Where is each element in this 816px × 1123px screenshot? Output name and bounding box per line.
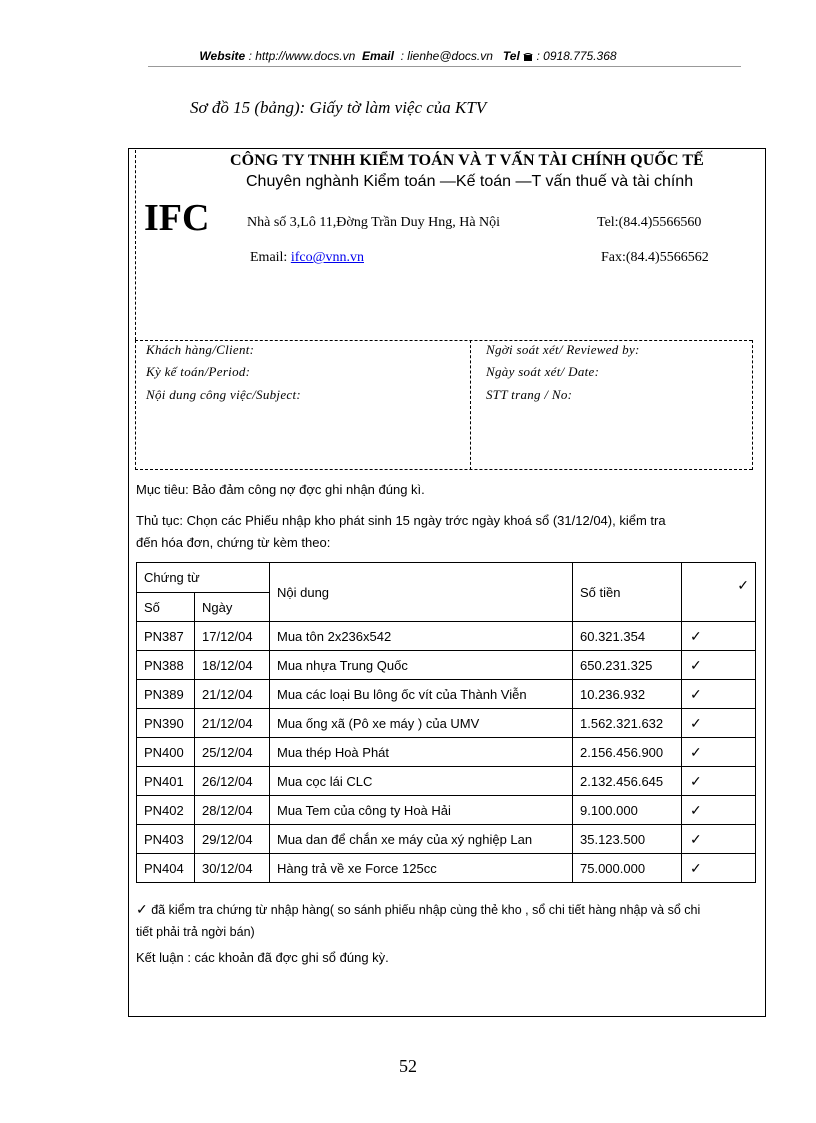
check-cell: ✓ (682, 622, 756, 651)
site-header (0, 49, 816, 63)
check-cell: ✓ (682, 767, 756, 796)
voucher-date-cell: 28/12/04 (195, 796, 270, 825)
voucher-date-cell: 21/12/04 (195, 709, 270, 738)
objective-text: Mục tiêu: Bảo đảm công nợ đợc ghi nhận đúng kì. (136, 482, 425, 497)
amount-cell: 650.231.325 (573, 651, 682, 680)
table-row (137, 854, 756, 883)
email-label: Email (361, 49, 394, 63)
subject-field: Nội dung công việc/Subject: (146, 387, 302, 402)
header-divider (148, 66, 741, 67)
table-row (137, 825, 756, 854)
voucher-no-cell: PN404 (137, 854, 195, 883)
content-cell: Mua ống xã (Pô xe máy ) của UMV (270, 709, 573, 738)
voucher-group-header: Chứng từ (137, 563, 270, 593)
reviewer-field: Ngời soát xét/ Reviewed by: (486, 342, 640, 357)
check-cell: ✓ (682, 854, 756, 883)
voucher-date-cell: 26/12/04 (195, 767, 270, 796)
check-cell: ✓ (682, 680, 756, 709)
company-name: CÔNG TY TNHH KIỂM TOÁN VÀ T VẤN TÀI CHÍNH QUỐC TẾ (230, 152, 704, 169)
content-cell: Hàng trả về xe Force 125cc (270, 854, 573, 883)
page-no-field: STT trang / No: (486, 387, 573, 402)
company-tel: Tel:(84.4)5566560 (597, 215, 702, 230)
voucher-no-cell: PN387 (137, 622, 195, 651)
voucher-date-cell: 30/12/04 (195, 854, 270, 883)
info-right-dash (752, 340, 753, 470)
page-number: 52 (399, 1056, 417, 1076)
date-header: Ngày (195, 593, 270, 622)
amount-cell: 2.132.456.645 (573, 767, 682, 796)
no-header: Số (137, 593, 195, 622)
voucher-date-cell: 21/12/04 (195, 680, 270, 709)
content-cell: Mua tôn 2x236x542 (270, 622, 573, 651)
info-middle-dash (470, 340, 471, 470)
check-cell: ✓ (682, 796, 756, 825)
table-row (137, 622, 756, 651)
company-email-link[interactable]: ifco@vnn.vn (290, 250, 364, 265)
voucher-date-cell: 17/12/04 (195, 622, 270, 651)
voucher-date-cell: 29/12/04 (195, 825, 270, 854)
voucher-no-cell: PN403 (137, 825, 195, 854)
amount-cell: 9.100.000 (573, 796, 682, 825)
content-cell: Mua dan để chắn xe máy của xý nghiệp Lan (270, 825, 573, 854)
conclusion-text: Kết luận : các khoản đã đợc ghi sổ đúng kỳ. (136, 950, 389, 965)
voucher-no-cell: PN390 (137, 709, 195, 738)
table-row (137, 767, 756, 796)
client-field: Khách hàng/Client: (146, 342, 255, 357)
content-cell: Mua các loại Bu lông ốc vít của Thành Viễn (270, 680, 573, 709)
note-line-2: tiết phải trả ngời bán) (136, 925, 255, 939)
table-row (137, 651, 756, 680)
phone-icon (523, 50, 533, 59)
table-row (137, 738, 756, 767)
voucher-date-cell: 18/12/04 (195, 651, 270, 680)
info-left-dash (135, 340, 136, 470)
company-logo: IFC (144, 197, 210, 239)
voucher-no-cell: PN402 (137, 796, 195, 825)
tel-value: : 0918.775.368 (536, 49, 617, 63)
table-row (137, 709, 756, 738)
content-cell: Mua thép Hoà Phát (270, 738, 573, 767)
procedure-line-1: Thủ tục: Chọn các Phiếu nhập kho phát sinh 15 ngày trớc ngày khoá sổ (31/12/04), kiểm tra (136, 513, 666, 528)
header-left-dash (135, 150, 136, 340)
company-specialty: Chuyên nghành Kiểm toán —Kế toán —T vấn thuế và tài chính (246, 173, 694, 190)
info-bottom-dash (135, 469, 752, 470)
check-header (682, 563, 756, 622)
website-label: Website (199, 49, 246, 63)
email-value[interactable]: : lienhe@docs.vn (400, 49, 493, 63)
period-field: Kỳ kế toán/Period: (146, 364, 251, 379)
verification-note (136, 898, 700, 943)
procedure-text (136, 510, 666, 554)
company-email (250, 250, 364, 266)
check-icon: ✓ (737, 577, 749, 593)
check-cell: ✓ (682, 738, 756, 767)
company-email-label: Email: (250, 250, 288, 265)
table-row (137, 796, 756, 825)
note-line-1-text: đã kiểm tra chứng từ nhập hàng( so sánh phiếu nhập cùng thẻ kho , sổ chi tiết hàng nhập và sổ chi (151, 903, 701, 917)
table-header-row (137, 563, 756, 593)
company-fax: Fax:(84.4)5566562 (601, 250, 709, 265)
voucher-no-cell: PN389 (137, 680, 195, 709)
content-cell: Mua Tem của công ty Hoà Hải (270, 796, 573, 825)
table-row (137, 680, 756, 709)
amount-header: Số tiền (573, 563, 682, 622)
note-line-1 (136, 898, 700, 921)
amount-cell: 2.156.456.900 (573, 738, 682, 767)
content-cell: Mua nhựa Trung Quốc (270, 651, 573, 680)
check-icon: ✓ (136, 901, 148, 917)
check-cell: ✓ (682, 825, 756, 854)
voucher-table (136, 562, 756, 883)
check-cell: ✓ (682, 709, 756, 738)
header-bottom-dash (135, 340, 752, 341)
voucher-no-cell: PN388 (137, 651, 195, 680)
voucher-no-cell: PN401 (137, 767, 195, 796)
tel-label: Tel (502, 49, 520, 63)
procedure-line-2: đến hóa đơn, chứng từ kèm theo: (136, 535, 331, 550)
review-date-field: Ngày soát xét/ Date: (486, 364, 600, 379)
amount-cell: 10.236.932 (573, 680, 682, 709)
amount-cell: 75.000.000 (573, 854, 682, 883)
amount-cell: 60.321.354 (573, 622, 682, 651)
website-value[interactable]: : http://www.docs.vn (248, 49, 356, 63)
check-cell: ✓ (682, 651, 756, 680)
content-header: Nội dung (270, 563, 573, 622)
content-cell: Mua cọc lái CLC (270, 767, 573, 796)
company-address: Nhà số 3,Lô 11,Đờng Trần Duy Hng, Hà Nội (247, 215, 501, 230)
figure-caption: Sơ đồ 15 (bảng): Giấy tờ làm việc của KTV (190, 98, 487, 117)
voucher-date-cell: 25/12/04 (195, 738, 270, 767)
amount-cell: 35.123.500 (573, 825, 682, 854)
amount-cell: 1.562.321.632 (573, 709, 682, 738)
voucher-no-cell: PN400 (137, 738, 195, 767)
